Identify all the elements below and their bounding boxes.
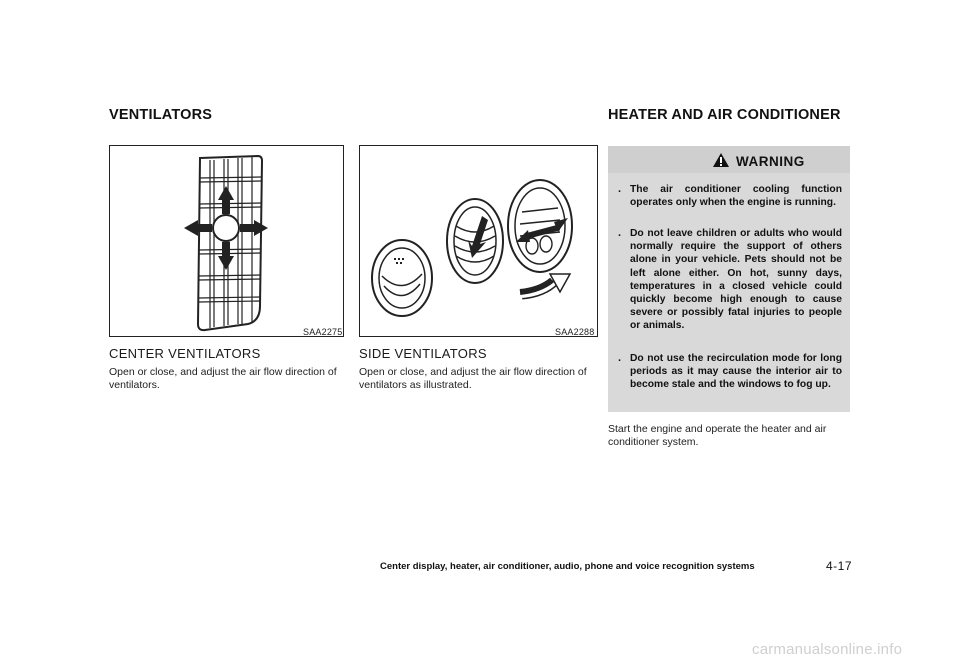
figure-label: SAA2288 xyxy=(555,327,595,337)
watermark: carmanualsonline.info xyxy=(752,641,903,658)
warning-header xyxy=(608,146,850,173)
bullet: . xyxy=(618,183,622,195)
warning-title: WARNING xyxy=(736,154,805,169)
heater-ac-body: Start the engine and operate the heater and air conditioner system. xyxy=(608,423,827,448)
figure-label: SAA2275 xyxy=(303,327,343,337)
warning-box xyxy=(608,146,850,412)
bullet: . xyxy=(618,352,622,364)
section-heading-ventilators: VENTILATORS xyxy=(109,107,213,123)
center-ventilators-body: Open or close, and adjust the air flow direction of ventilators. xyxy=(109,366,337,391)
bullet: . xyxy=(618,227,622,239)
section-heading-heater-ac: HEATER AND AIR CONDITIONER xyxy=(608,107,841,123)
side-ventilators-body: Open or close, and adjust the air flow direction of ventilators as illustrated. xyxy=(359,366,587,391)
footer-section-title: Center display, heater, air conditioner, audio, phone and voice recognition systems xyxy=(380,561,755,572)
side-ventilator-illustration xyxy=(360,146,599,338)
center-ventilators-title: CENTER VENTILATORS xyxy=(109,346,261,361)
center-ventilator-illustration xyxy=(110,146,345,338)
page-number: 4-17 xyxy=(826,559,853,573)
warning-item-text: Do not use the recirculation mode for long periods as it may cause the interior air to become stale and the windows to fog up. xyxy=(630,353,842,391)
warning-icon xyxy=(712,152,730,168)
center-ventilator-figure xyxy=(109,145,344,337)
side-ventilator-figure xyxy=(359,145,598,337)
warning-item-text: Do not leave children or adults who would normally require the support of others alone in your vehicle. Pets should not be left alone either. On hot, sunny days, temperatures in a closed vehicle could quickly become high enough to cause severe or possibly fatal injuries to people or animals. xyxy=(630,228,842,332)
side-ventilators-title: SIDE VENTILATORS xyxy=(359,346,487,361)
warning-item-text: The air conditioner cooling function operates only when the engine is running. xyxy=(630,184,842,209)
